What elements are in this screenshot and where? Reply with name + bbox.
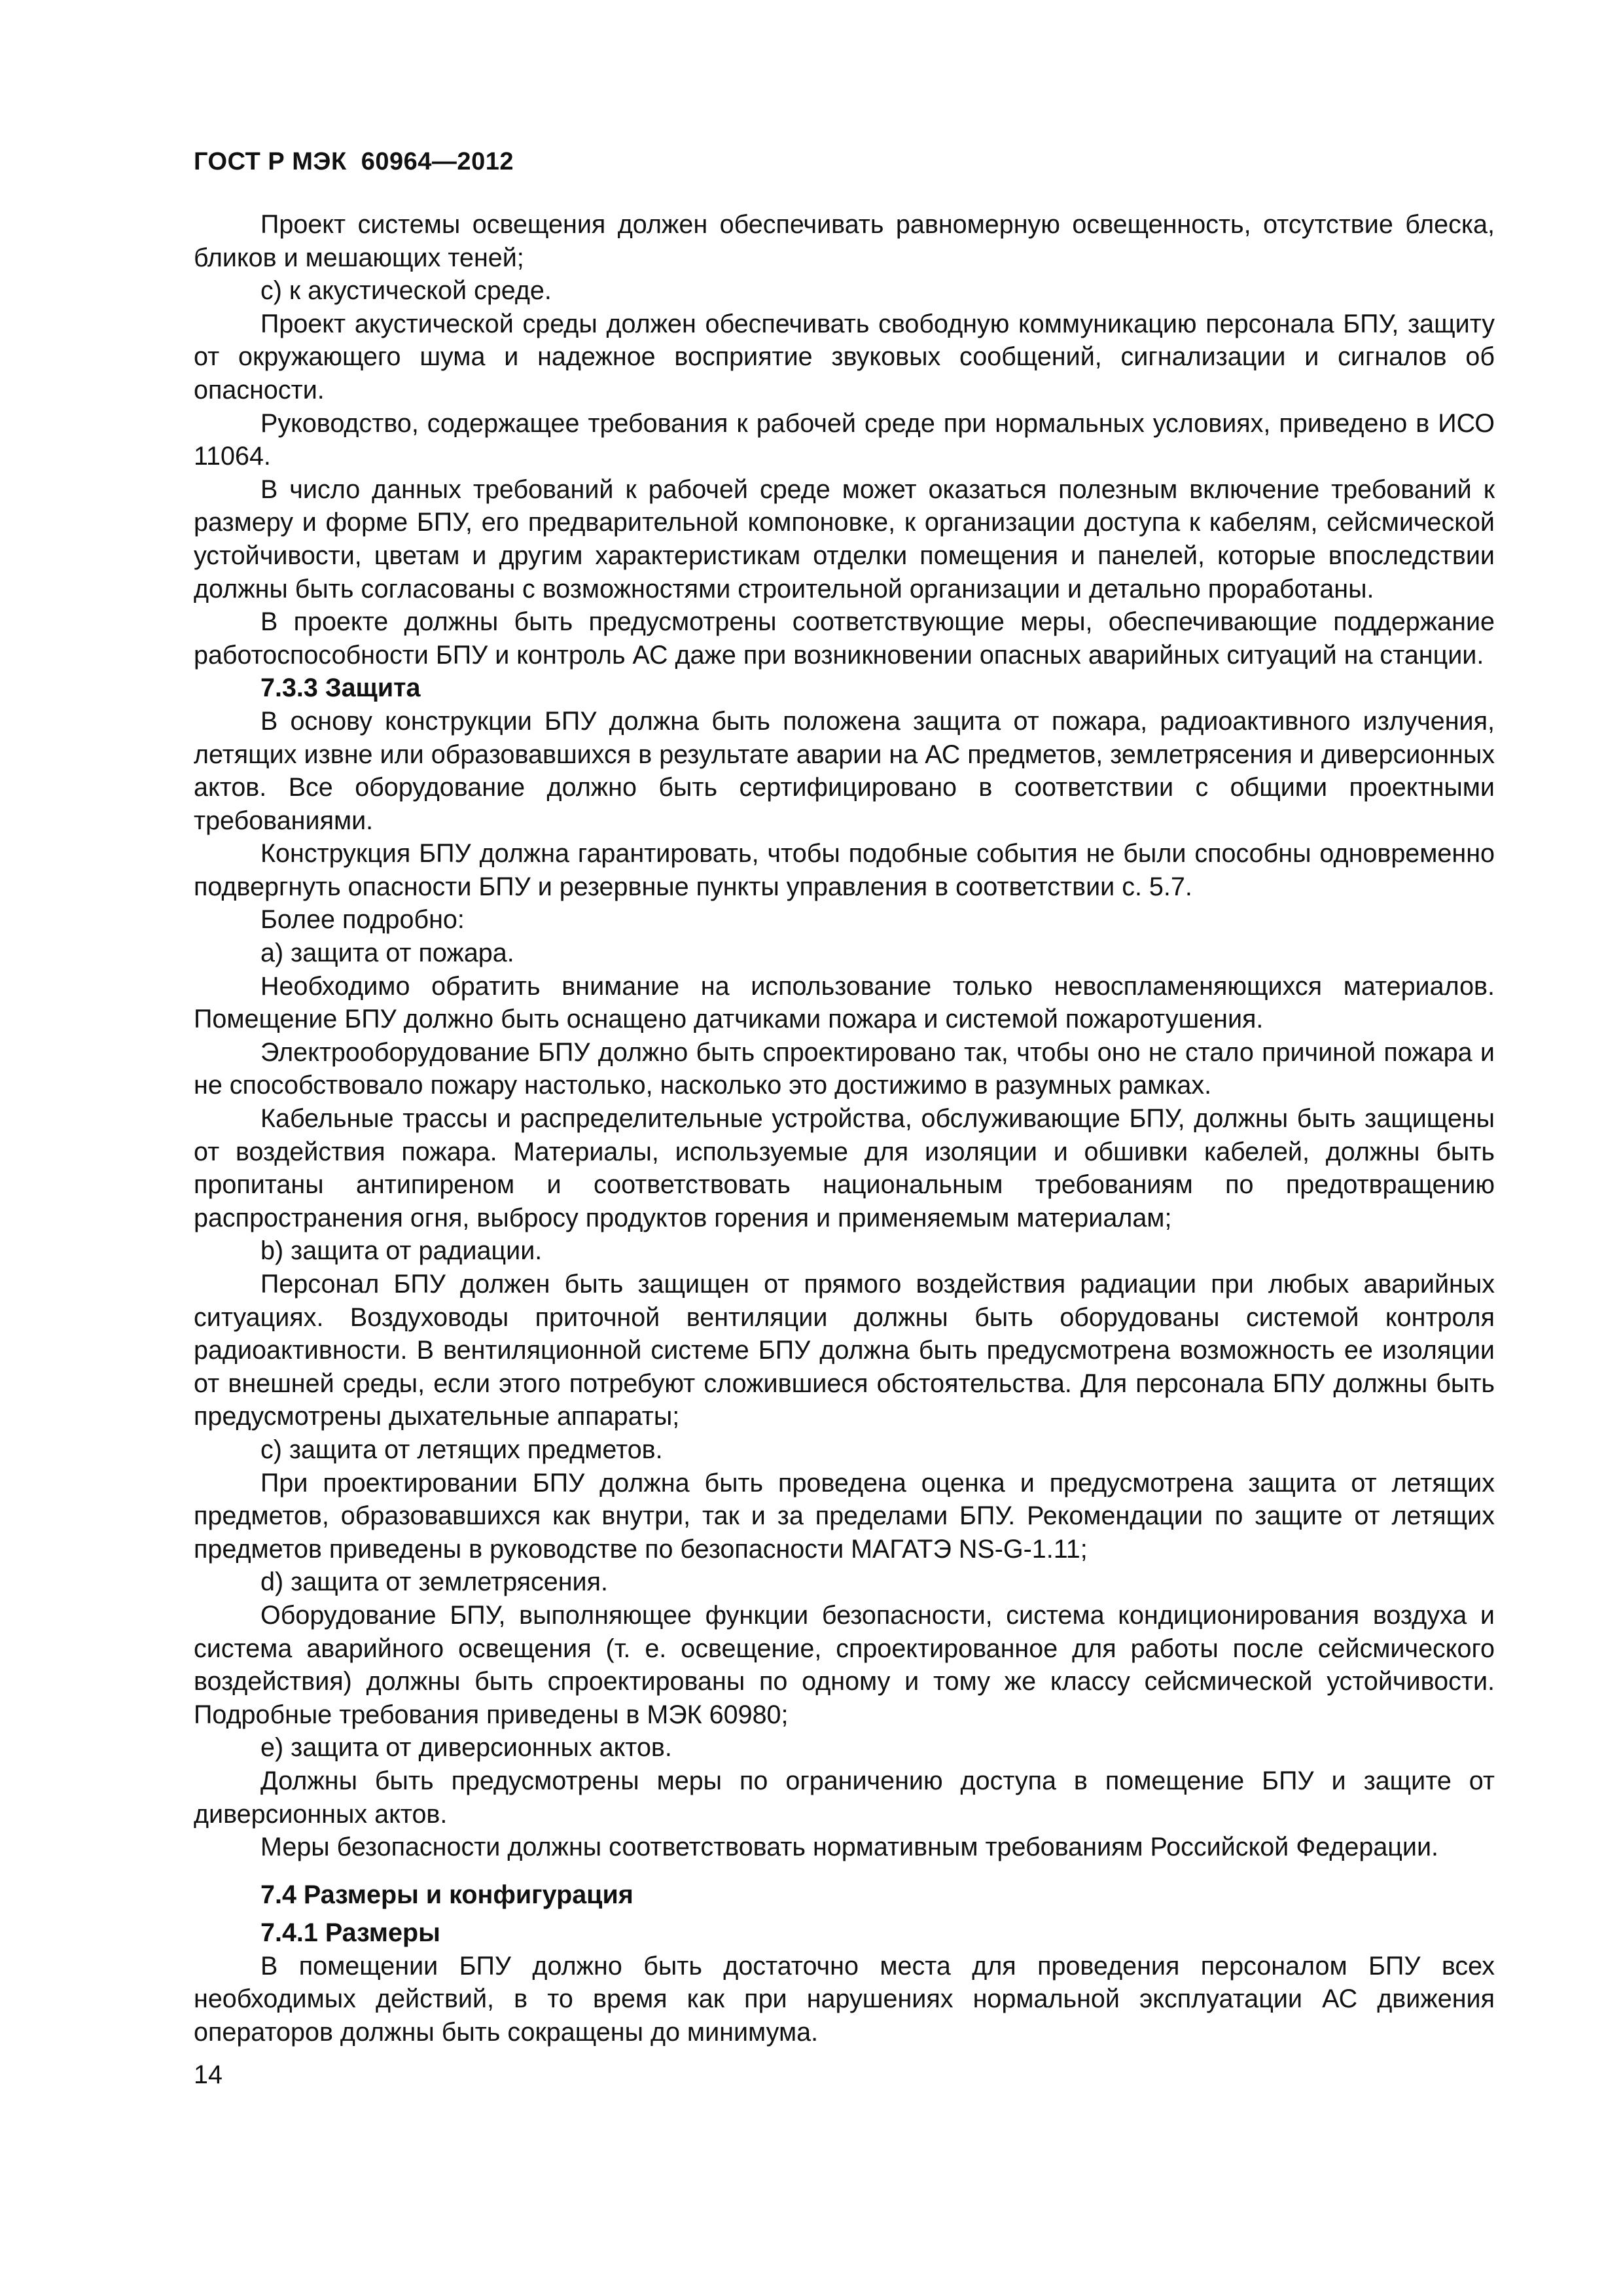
paragraph: В основу конструкции БПУ должна быть положена защита от пожара, радиоактивного излучения, летящих извне или образовавшихся в результате аварии на АС предметов, землетрясения и диверсионных актов. Все оборудование должно быть сертифицировано в соответствии с общими проектными требованиями. — [194, 706, 1495, 835]
paragraph: В проекте должны быть предусмотрены соответствующие меры, обеспечивающие поддержание работоспособности БПУ и контроль АС даже при возникновении опасных аварийных ситуаций на станции. — [194, 607, 1495, 670]
list-item: b) защита от радиации. — [260, 1236, 543, 1266]
paragraph: В число данных требований к рабочей среде может оказаться полезным включение требований к размеру и форме БПУ, его предварительной компоновке, к организации доступа к кабелям, сейсмической устойчивости, цветам и другим характеристикам отделки помещения и панелей, которые впоследствии должны быть согласованы с возможностями строительной организации и детально проработаны. — [194, 475, 1495, 603]
paragraph: Проект акустической среды должен обеспечивать свободную коммуникацию персонала БПУ, защиту от окружающего шума и надежное восприятие звуковых сообщений, сигнализации и сигналов об опасности. — [194, 309, 1495, 404]
paragraph: В помещении БПУ должно быть достаточно места для проведения персоналом БПУ всех необходимых действий, в то время как при нарушениях нормальной эксплуатации АС движения операторов должны быть сокращены до минимума. — [194, 1951, 1495, 2047]
document-header: ГОСТ Р МЭК 60964—2012 — [194, 148, 514, 175]
paragraph: Электрооборудование БПУ должно быть спроектировано так, чтобы оно не стало причиной пожара и не способствовало пожару настолько, насколько это достижимо в разумных рамках. — [194, 1037, 1495, 1100]
paragraph: При проектировании БПУ должна быть проведена оценка и предусмотрена защита от летящих предметов, образовавшихся как внутри, так и за пределами БПУ. Рекомендации по защите от летящих предметов приведены в руководстве по безопасности МАГАТЭ NS-G-1.11; — [194, 1468, 1495, 1564]
list-item: с) защита от летящих предметов. — [260, 1435, 663, 1464]
paragraph: Должны быть предусмотрены меры по ограничению доступа в помещение БПУ и защите от диверсионных актов. — [194, 1766, 1495, 1829]
page-number: 14 — [194, 2060, 223, 2089]
section-heading-7-3-3: 7.3.3 Защита — [260, 673, 421, 703]
paragraph: Необходимо обратить внимание на использование только невоспламеняющихся материалов. Помещение БПУ должно быть оснащено датчиками пожара и системой пожаротушения. — [194, 971, 1495, 1034]
paragraph: Более подробно: — [260, 905, 465, 935]
section-heading-7-4: 7.4 Размеры и конфигурация — [260, 1880, 633, 1909]
section-heading-7-4-1: 7.4.1 Размеры — [260, 1918, 440, 1948]
paragraph: Конструкция БПУ должна гарантировать, чтобы подобные события не были способны одновременно подвергнуть опасности БПУ и резервные пункты управления в соответствии с. 5.7. — [194, 839, 1495, 901]
list-item: d) защита от землетрясения. — [260, 1568, 608, 1597]
list-item: е) защита от диверсионных актов. — [260, 1733, 672, 1763]
paragraph: Руководство, содержащее требования к рабочей среде при нормальных условиях, приведено в ИСО 11064. — [194, 408, 1495, 471]
paragraph: Меры безопасности должны соответствовать нормативным требованиям Российской Федерации. — [260, 1833, 1439, 1862]
paragraph: Кабельные трассы и распределительные устройства, обслуживающие БПУ, должны быть защищены от воздействия пожара. Материалы, используемые для изоляции и обшивки кабелей, должны быть пропитаны антипиреном и соответствовать национальным требованиям по предотвращению распространения огня, выбросу продуктов горения и применяемым материалам; — [194, 1104, 1495, 1232]
list-item: с) к акустической среде. — [260, 276, 552, 306]
list-item: а) защита от пожара. — [260, 939, 514, 968]
paragraph: Оборудование БПУ, выполняющее функции безопасности, система кондиционирования воздуха и система аварийного освещения (т. е. освещение, спроектированное для работы после сейсмического воздействия) должны быть спроектированы по одному и тому же классу сейсмической устойчивости. Подробные требования приведены в МЭК 60980; — [194, 1600, 1495, 1729]
document-body — [194, 208, 1495, 2049]
paragraph: Проект системы освещения должен обеспечивать равномерную освещенность, отсутствие блеска, бликов и мешающих теней; — [194, 210, 1495, 272]
paragraph: Персонал БПУ должен быть защищен от прямого воздействия радиации при любых аварийных ситуациях. Воздуховоды приточной вентиляции должны быть оборудованы системой контроля радиоактивности. В вентиляционной системе БПУ должна быть предусмотрена возможность ее изоляции от внешней среды, если этого потребуют сложившиеся обстоятельства. Для персонала БПУ должны быть предусмотрены дыхательные аппараты; — [194, 1270, 1495, 1431]
